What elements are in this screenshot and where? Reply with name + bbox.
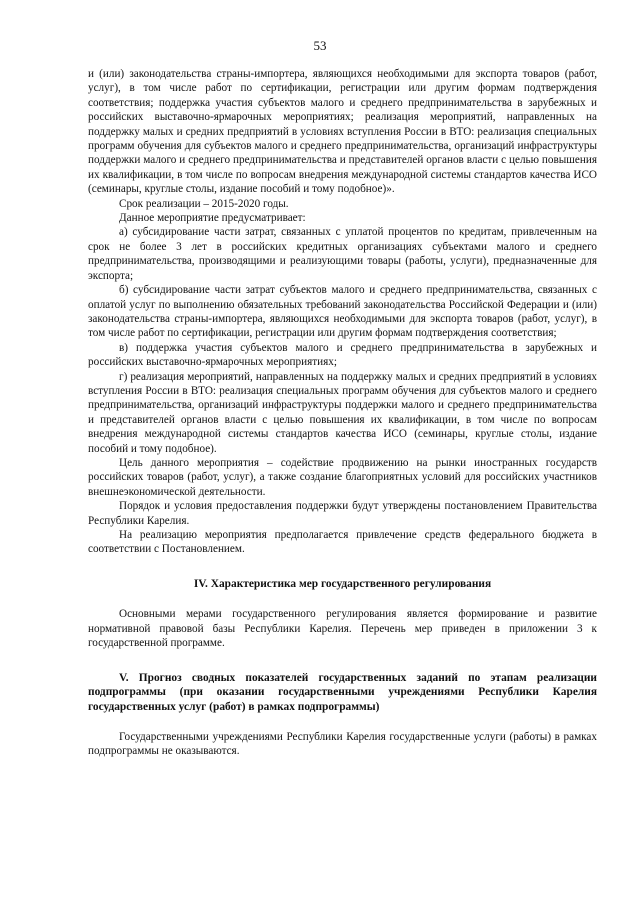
paragraph-funding: На реализацию мероприятия предполагается привлечение средств федерального бюджета в соответствии с Постановлением. bbox=[88, 529, 597, 556]
page-content bbox=[88, 67, 597, 759]
spacer bbox=[88, 714, 597, 730]
paragraph-continuation: и (или) законодательства страны-импортера, являющихся необходимыми для экспорта товаров (работ, услуг), в том числе работ по сертификации, регистрации или другим формам подтверждения соответствия; поддержка участия субъектов малого и среднего предпринимательства в зарубежных и российских выставочно-ярмарочных мероприятиях; реализация мероприятий, направленных на поддержку малых и средних предприятий в условиях вступления России в ВТО: реализация специальных программ обучения для субъектов малого и среднего предпринимательства, организаций инфраструктуры поддержки малого и среднего предпринимательства и представителей органов власти с целью повышения их квалификации, в том числе по вопросам внедрения международной системы стандартов качества ИСО (семинары, круглые столы, издание пособий и тому подобное)». bbox=[88, 68, 597, 196]
spacer bbox=[88, 651, 597, 671]
spacer bbox=[88, 557, 597, 577]
paragraph-goal: Цель данного мероприятия – содействие продвижению на рынки иностранных государств российских товаров (работ, услуг), а также создание благоприятных условий для российских участников внешнеэкономической деятельности. bbox=[88, 456, 597, 498]
page-number: 53 bbox=[313, 38, 327, 53]
section-v-heading: V. Прогноз сводных показателей государственных заданий по этапам реализации подпрограммы (при оказании государственными учреждениями Республики Карелия государственных услуг (работ) в рамках подпрограммы) bbox=[88, 671, 597, 713]
section-iv-text: Основными мерами государственного регулирования является формирование и развитие нормативной правовой базы Республики Карелия. Перечень мер приведен в приложении 3 к государственной программе. bbox=[88, 608, 597, 650]
paragraph-item-b: б) субсидирование части затрат субъектов малого и среднего предпринимательства, связанных с оплатой услуг по выполнению обязательных требований законодательства Российской Федерации и (или) законодательства страны-импортера, являющихся необходимыми для экспорта товаров (работ, услуг), в том числе работ по сертификации, регистрации или другим формам подтверждения соответствия; bbox=[88, 284, 597, 340]
paragraph-procedure: Порядок и условия предоставления поддержки будут утверждены постановлением Правительства Республики Карелия. bbox=[88, 500, 597, 527]
paragraph-measure-intro: Данное мероприятие предусматривает: bbox=[119, 212, 306, 225]
paragraph-item-v: в) поддержка участия субъектов малого и среднего предпринимательства в зарубежных и российских выставочно-ярмарочных мероприятиях; bbox=[88, 341, 597, 369]
paragraph-item-a: а) субсидирование части затрат, связанных с уплатой процентов по кредитам, привлеченным на срок не более 3 лет в российских кредитных организациях субъектами малого и среднего предпринимательства, производящими и реализующими товары (работы, услуги), предназначенные для экспорта; bbox=[88, 226, 597, 282]
section-iv-heading: IV. Характеристика мер государственного регулирования bbox=[193, 577, 492, 590]
spacer bbox=[88, 591, 597, 607]
section-v-text: Государственными учреждениями Республики Карелия государственные услуги (работы) в рамках подпрограммы не оказываются. bbox=[88, 731, 597, 758]
paragraph-implementation-period: Срок реализации – 2015-2020 годы. bbox=[119, 197, 289, 210]
paragraph-item-g: г) реализация мероприятий, направленных на поддержку малых и средних предприятий в условиях вступления России в ВТО: реализация специальных программ обучения для субъектов малого и среднего предпринимательства, организаций инфраструктуры поддержки малого и среднего предпринимательства и представителей органов власти с целью повышения их квалификации, в том числе по вопросам внедрения международной системы стандартов качества ИСО (семинары, круглые столы, издание пособий и тому подобное). bbox=[88, 370, 597, 455]
